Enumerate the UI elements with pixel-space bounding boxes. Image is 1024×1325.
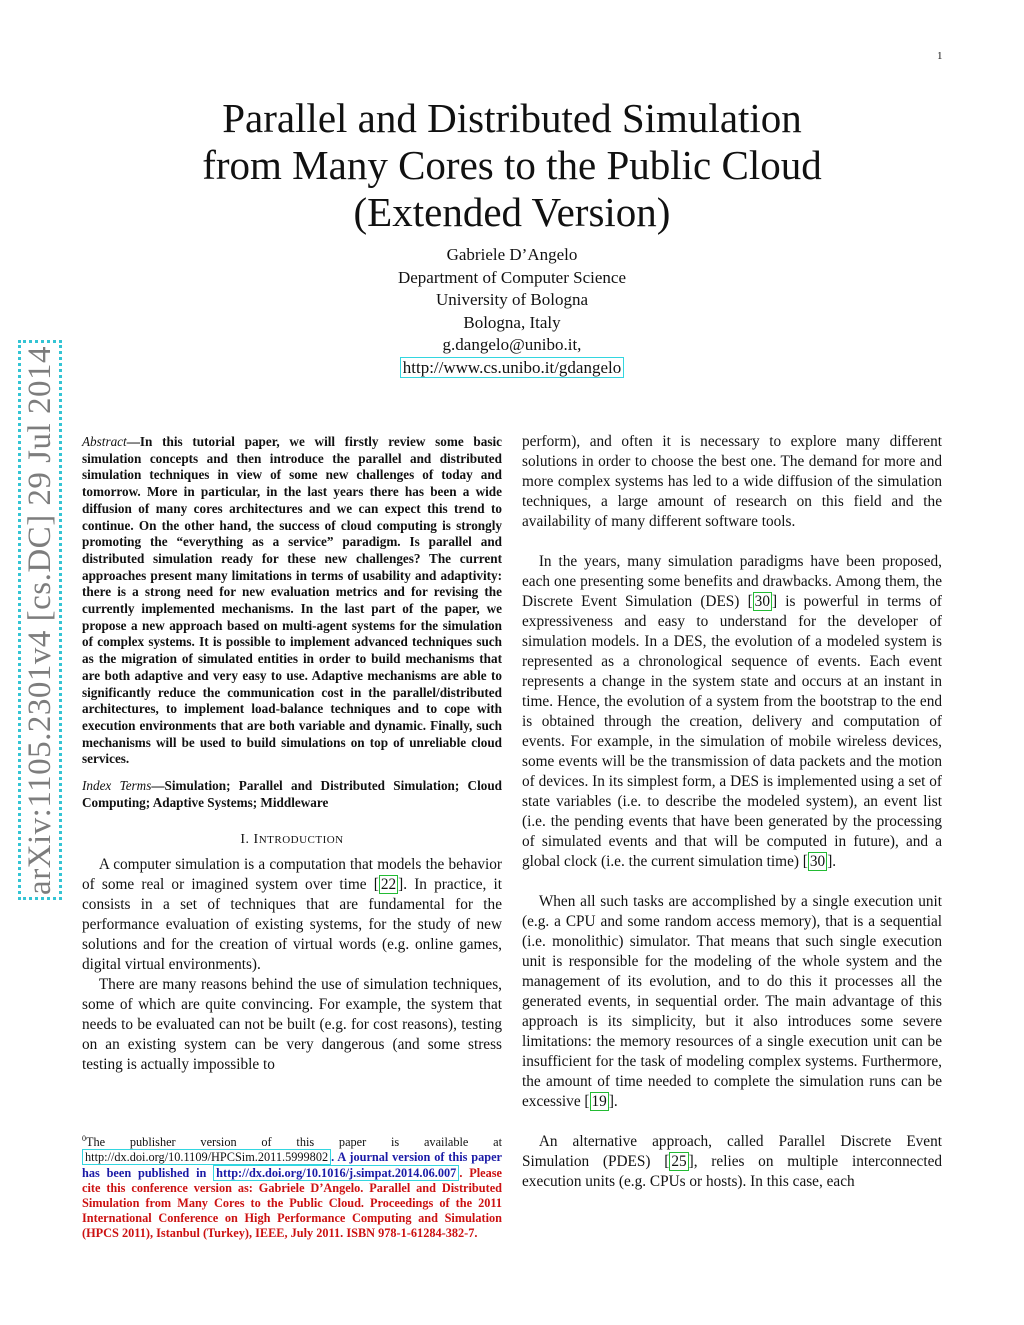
page-number: 1 [937,50,943,62]
citation-link[interactable]: 25 [671,1153,687,1170]
right-column [522,432,942,1192]
abstract-text: —In this tutorial paper, we will firstly review some basic simulation concepts and then introduce the parallel and distributed simulation techniques in view of some new challenges of today and tomorrow. More in particular, in the last years there has been a wide diffusion of many cores architectures and we can expect this trend to continue. On the other hand, the success of cloud computing is strongly promoting the “everything as a service” paradigm. Is parallel and distributed simulation ready for these new challenges? The current approaches present many limitations in terms of usability and adaptivity: there is a strong need for new evaluation metrics and for revising the currently implemented mechanisms. In the last part of the paper, we propose a new approach based on multi-agent systems for the simulation of complex systems. It is possible to implement advanced techniques such as the migration of simulated entities in order to build mechanisms that are both adaptive and very easy to use. Adaptive mechanisms are able to significantly reduce the communication cost in the parallel/distributed architectures, to implement load-balance techniques and to cope with execution environments that are both variable and dynamic. Finally, such mechanisms will be used to build simulations on top of unreliable cloud services. [82,434,502,767]
author-name: Gabriele D’Angelo [446,245,578,264]
title-line-2: from Many Cores to the Public Cloud [202,142,822,188]
footnote-marker: 0 [82,1134,86,1143]
right-paragraph-4 [522,1132,942,1192]
footnote-text-1: The publisher version of this paper is available at [86,1135,502,1150]
right-p2-text-a: In the years, many simulation paradigms have been proposed, each one presenting some benefits and drawbacks. Among them, the Discrete Event Simulation (DES) [ [522,553,942,610]
journal-doi-link[interactable]: http://dx.doi.org/10.1016/j.simpat.2014.06.007 [213,1165,459,1181]
abstract-label: Abstract [82,434,127,449]
right-paragraph-2 [522,552,942,872]
right-p4-text-a: An alternative approach, called Parallel Discrete Event Simulation (PDES) [ [522,1133,942,1170]
right-paragraph-1: perform), and often it is necessary to explore many different solutions in order to choose the best one. The demand for more and more complex systems has led to a wide diffusion of the simulation techniques, a large amount of research on this field and the availability of many different software tools. [522,433,942,530]
title-line-1: Parallel and Distributed Simulation [222,95,802,141]
footnote-text-3: . Please cite this conference version as: Gabriele D’Angelo. Parallel and Distributed Simulation from Many Cores to the Public Cloud. Proceedings of the 2011 International Conference on High Performance Computing and Simulation (HPCS 2011), Istanbul (Turkey), IEEE, July 2011. ISBN 978-1-61284-382-7. [82,1165,502,1241]
intro-paragraph-2: There are many reasons behind the use of simulation techniques, some of which are quite convincing. For example, the system that needs to be evaluated can not be built (e.g. for cost reasons), testing on an existing system can be very dangerous (and some stress testing is actually impossible to [82,976,502,1074]
section-title-rest: NTRODUCTION [258,834,344,847]
section-title-initial: I [253,832,259,848]
right-p3-text-a: When all such tasks are accomplished by a single execution unit (e.g. a CPU and some random access memory), that is a sequential (i.e. monolithic) simulator. That means that such single execution unit is responsible for the modeling of the whole system and the management of its evolution, and to do this it processes all the generated events, in sequential order. The main advantage of this approach is its simplicity, but it also introduces some severe limitations: the memory resources of a single execution unit can be insufficient for the task of modeling complex systems. Furthermore, the amount of time needed to complete the simulation runs can be excessive [ [522,893,942,1110]
citation-link[interactable]: 22 [380,876,397,894]
right-p2-text-c: ]. [827,853,837,870]
intro-paragraph-1 [82,855,502,975]
section-heading-introduction [82,832,502,848]
right-p4-text-b: ], relies on multiple interconnected execution units (e.g. CPUs or hosts). In this case, each [522,1153,943,1190]
footnote [82,1131,502,1242]
intro-p1-text-a: A computer simulation is a computation that models the behavior of some real or imagined system over time [ [82,856,502,894]
left-column [82,434,502,1075]
citation-link[interactable]: 19 [591,1093,607,1110]
index-terms-label: Index Terms [82,778,152,794]
author-email: g.dangelo@unibo.it, [442,335,582,354]
section-number: I. [240,832,254,848]
citation-link[interactable]: 30 [809,853,826,870]
author-block [262,244,762,379]
right-p2-text-b: ] is powerful in terms of expressiveness and easy to understand for the developer of simulation models. In a DES, the evolution of a modeled system is represented as a chronological sequence of events. Each event represents a change in the system state and occurs at an instant in time. Hence, the evolution of a system from the bootstrap to the end is obtained through the creation, delivery and computation of events. For example, in the simulation of mobile wireless devices, some events will be the transmission of data packets and the motion of devices. In its simplest form, a DES is implemented using a set of state variables (i.e. to describe the modeled system), an event list (i.e. the pending events that have been generated by the processing of simulated events and that will be computed in future), and a global clock (i.e. the current simulation time) [ [522,593,942,870]
publisher-doi-link[interactable]: http://dx.doi.org/10.1109/HPCSim.2011.5999802 [82,1149,331,1165]
index-terms-text: —Simulation; Parallel and Distributed Simulation; Cloud Computing; Adaptive Systems; Middleware [82,778,502,810]
author-location: Bologna, Italy [463,312,561,332]
index-terms [82,778,502,811]
arxiv-stamp[interactable] [18,340,62,900]
right-p3-text-b: ]. [608,1093,618,1110]
author-university: University of Bologna [435,290,589,309]
author-department: Department of Computer Science [397,267,626,287]
footnote-text-2: . A journal version of this paper has been published in [82,1150,502,1180]
arxiv-stamp-text: arXiv:1105.2301v4 [cs.DC] 29 Jul 2014 [21,345,58,895]
title-line-3: (Extended Version) [353,189,671,235]
citation-link[interactable]: 30 [754,593,770,610]
intro-p1-text-b: ]. In practice, it consists in a set of techniques that are fundamental for the performance evaluation of existing systems, for the study of new solutions and for the creation of virtual words (e.g. online games, digital virtual environments). [82,876,502,974]
abstract [82,434,502,768]
paper-title [120,95,904,236]
right-paragraph-3 [522,892,942,1112]
author-homepage-link[interactable]: http://www.cs.unibo.it/gdangelo [400,357,624,378]
